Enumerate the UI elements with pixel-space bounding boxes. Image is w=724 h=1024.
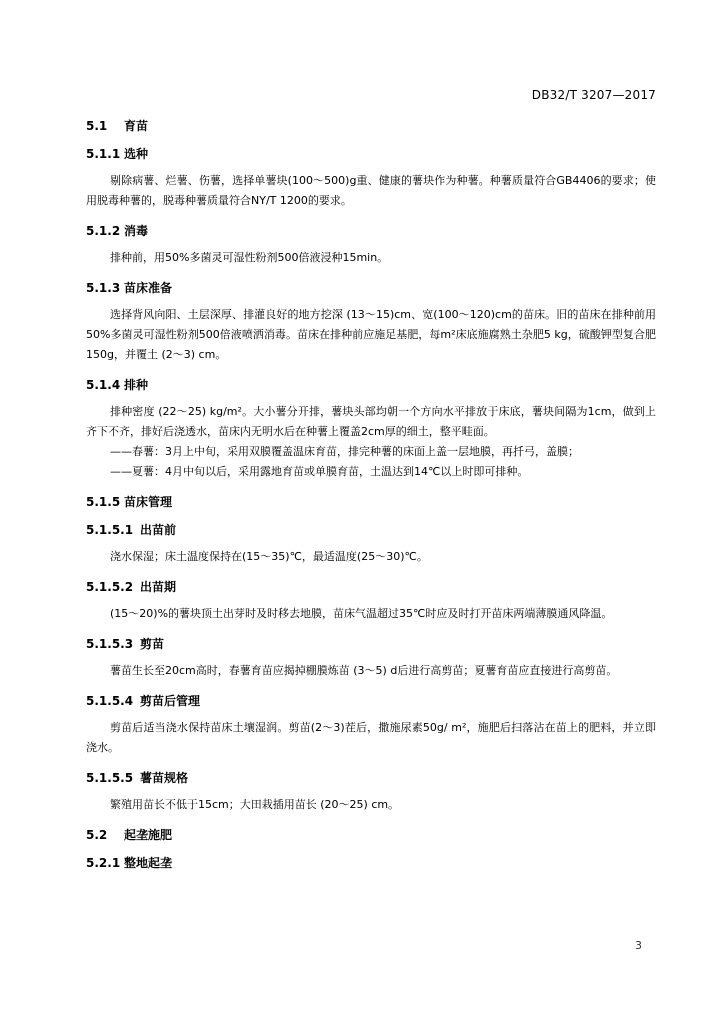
section-title: 整地起垄 bbox=[124, 856, 173, 870]
section-number: 5.2 bbox=[86, 828, 108, 842]
section-number: 5.1.5.2 bbox=[86, 580, 134, 594]
section-heading bbox=[86, 494, 656, 510]
section-title: 出苗期 bbox=[140, 580, 177, 594]
section-title: 苗床准备 bbox=[124, 281, 173, 295]
section-title: 起垄施肥 bbox=[124, 828, 173, 842]
section-heading bbox=[86, 118, 656, 134]
paragraph: 浇水保湿；床土温度保持在(15～35)℃，最适温度(25～30)℃。 bbox=[110, 550, 428, 563]
paragraph: 剪苗后适当浇水保持苗床土壤湿润。剪苗(2～3)茬后，撒施尿素50g/ m²，施肥后扫落沾在苗上的肥料，并立即浇水。 bbox=[86, 721, 656, 754]
section-number: 5.1.4 bbox=[86, 378, 121, 392]
paragraph: 剔除病薯、烂薯、伤薯，选择单薯块(100～500)g重、健康的薯块作为种薯。种薯质量符合GB4406的要求；使用脱毒种薯的，脱毒种薯质量符合NY/T 1200的要求。 bbox=[86, 174, 656, 207]
section-number: 5.1.5.1 bbox=[86, 523, 134, 537]
section-number: 5.1.2 bbox=[86, 224, 121, 238]
paragraph: 繁殖用苗长不低于15cm；大田栽插用苗长 (20～25) cm。 bbox=[110, 798, 400, 811]
section-number: 5.1 bbox=[86, 119, 108, 133]
section-title: 选种 bbox=[124, 147, 149, 161]
paragraph: ——春薯：3月上中旬，采用双膜覆盖温床育苗，排完种薯的床面上盖一层地膜，再扦弓，盖膜； bbox=[110, 445, 579, 458]
section-heading bbox=[86, 855, 656, 871]
paragraph: ——夏薯：4月中旬以后，采用露地育苗或单膜育苗，土温达到14℃以上时即可排种。 bbox=[110, 465, 529, 478]
section-heading bbox=[86, 693, 656, 709]
section-title: 剪苗 bbox=[140, 637, 165, 651]
section-number: 5.2.1 bbox=[86, 856, 121, 870]
section-title: 苗床管理 bbox=[124, 495, 173, 509]
section-heading bbox=[86, 522, 656, 538]
paragraph: 薯苗生长至20cm高时，春薯育苗应揭掉棚膜炼苗 (3～5) d后进行高剪苗；夏薯育苗应直接进行高剪苗。 bbox=[110, 664, 618, 677]
section-heading bbox=[86, 827, 656, 843]
section-heading bbox=[86, 280, 656, 296]
section-title: 育苗 bbox=[124, 119, 149, 133]
section-heading bbox=[86, 579, 656, 595]
page-number: 3 bbox=[635, 939, 642, 952]
standard-code: DB32/T 3207—2017 bbox=[531, 88, 656, 102]
section-title: 剪苗后管理 bbox=[140, 694, 201, 708]
section-number: 5.1.1 bbox=[86, 147, 121, 161]
paragraph: (15～20)%的薯块顶土出芽时及时移去地膜，苗床气温超过35℃时应及时打开苗床两端薄膜通风降温。 bbox=[110, 607, 613, 620]
paragraph: 选择背风向阳、土层深厚、排灌良好的地方挖深 (13～15)cm、宽(100～120)cm的苗床。旧的苗床在排种前用50%多菌灵可湿性粉剂500倍液喷洒消毒。苗床在排种前应施足基肥，每m²床底施腐熟土杂肥5 kg，硫酸钾型复合肥150g，并覆土 (2～3) cm。 bbox=[86, 308, 656, 361]
section-title: 消毒 bbox=[124, 224, 149, 238]
section-heading bbox=[86, 146, 656, 162]
section-heading bbox=[86, 223, 656, 239]
document-body bbox=[86, 118, 656, 871]
paragraph: 排种密度 (22～25) kg/m²。大小薯分开排，薯块头部均朝一个方向水平排放于床底，薯块间隔为1cm，做到上齐下不齐，排好后浇透水，苗床内无明水后在种薯上覆盖2cm厚的细土，整平畦面。 bbox=[86, 405, 656, 438]
section-number: 5.1.5.4 bbox=[86, 694, 134, 708]
section-number: 5.1.5.3 bbox=[86, 637, 134, 651]
section-number: 5.1.5 bbox=[86, 495, 121, 509]
section-number: 5.1.5.5 bbox=[86, 771, 134, 785]
section-title: 薯苗规格 bbox=[140, 771, 189, 785]
section-heading bbox=[86, 636, 656, 652]
section-heading bbox=[86, 377, 656, 393]
section-title: 出苗前 bbox=[140, 523, 177, 537]
paragraph: 排种前，用50%多菌灵可湿性粉剂500倍液浸种15min。 bbox=[110, 251, 389, 264]
section-number: 5.1.3 bbox=[86, 281, 121, 295]
section-title: 排种 bbox=[124, 378, 149, 392]
section-heading bbox=[86, 770, 656, 786]
